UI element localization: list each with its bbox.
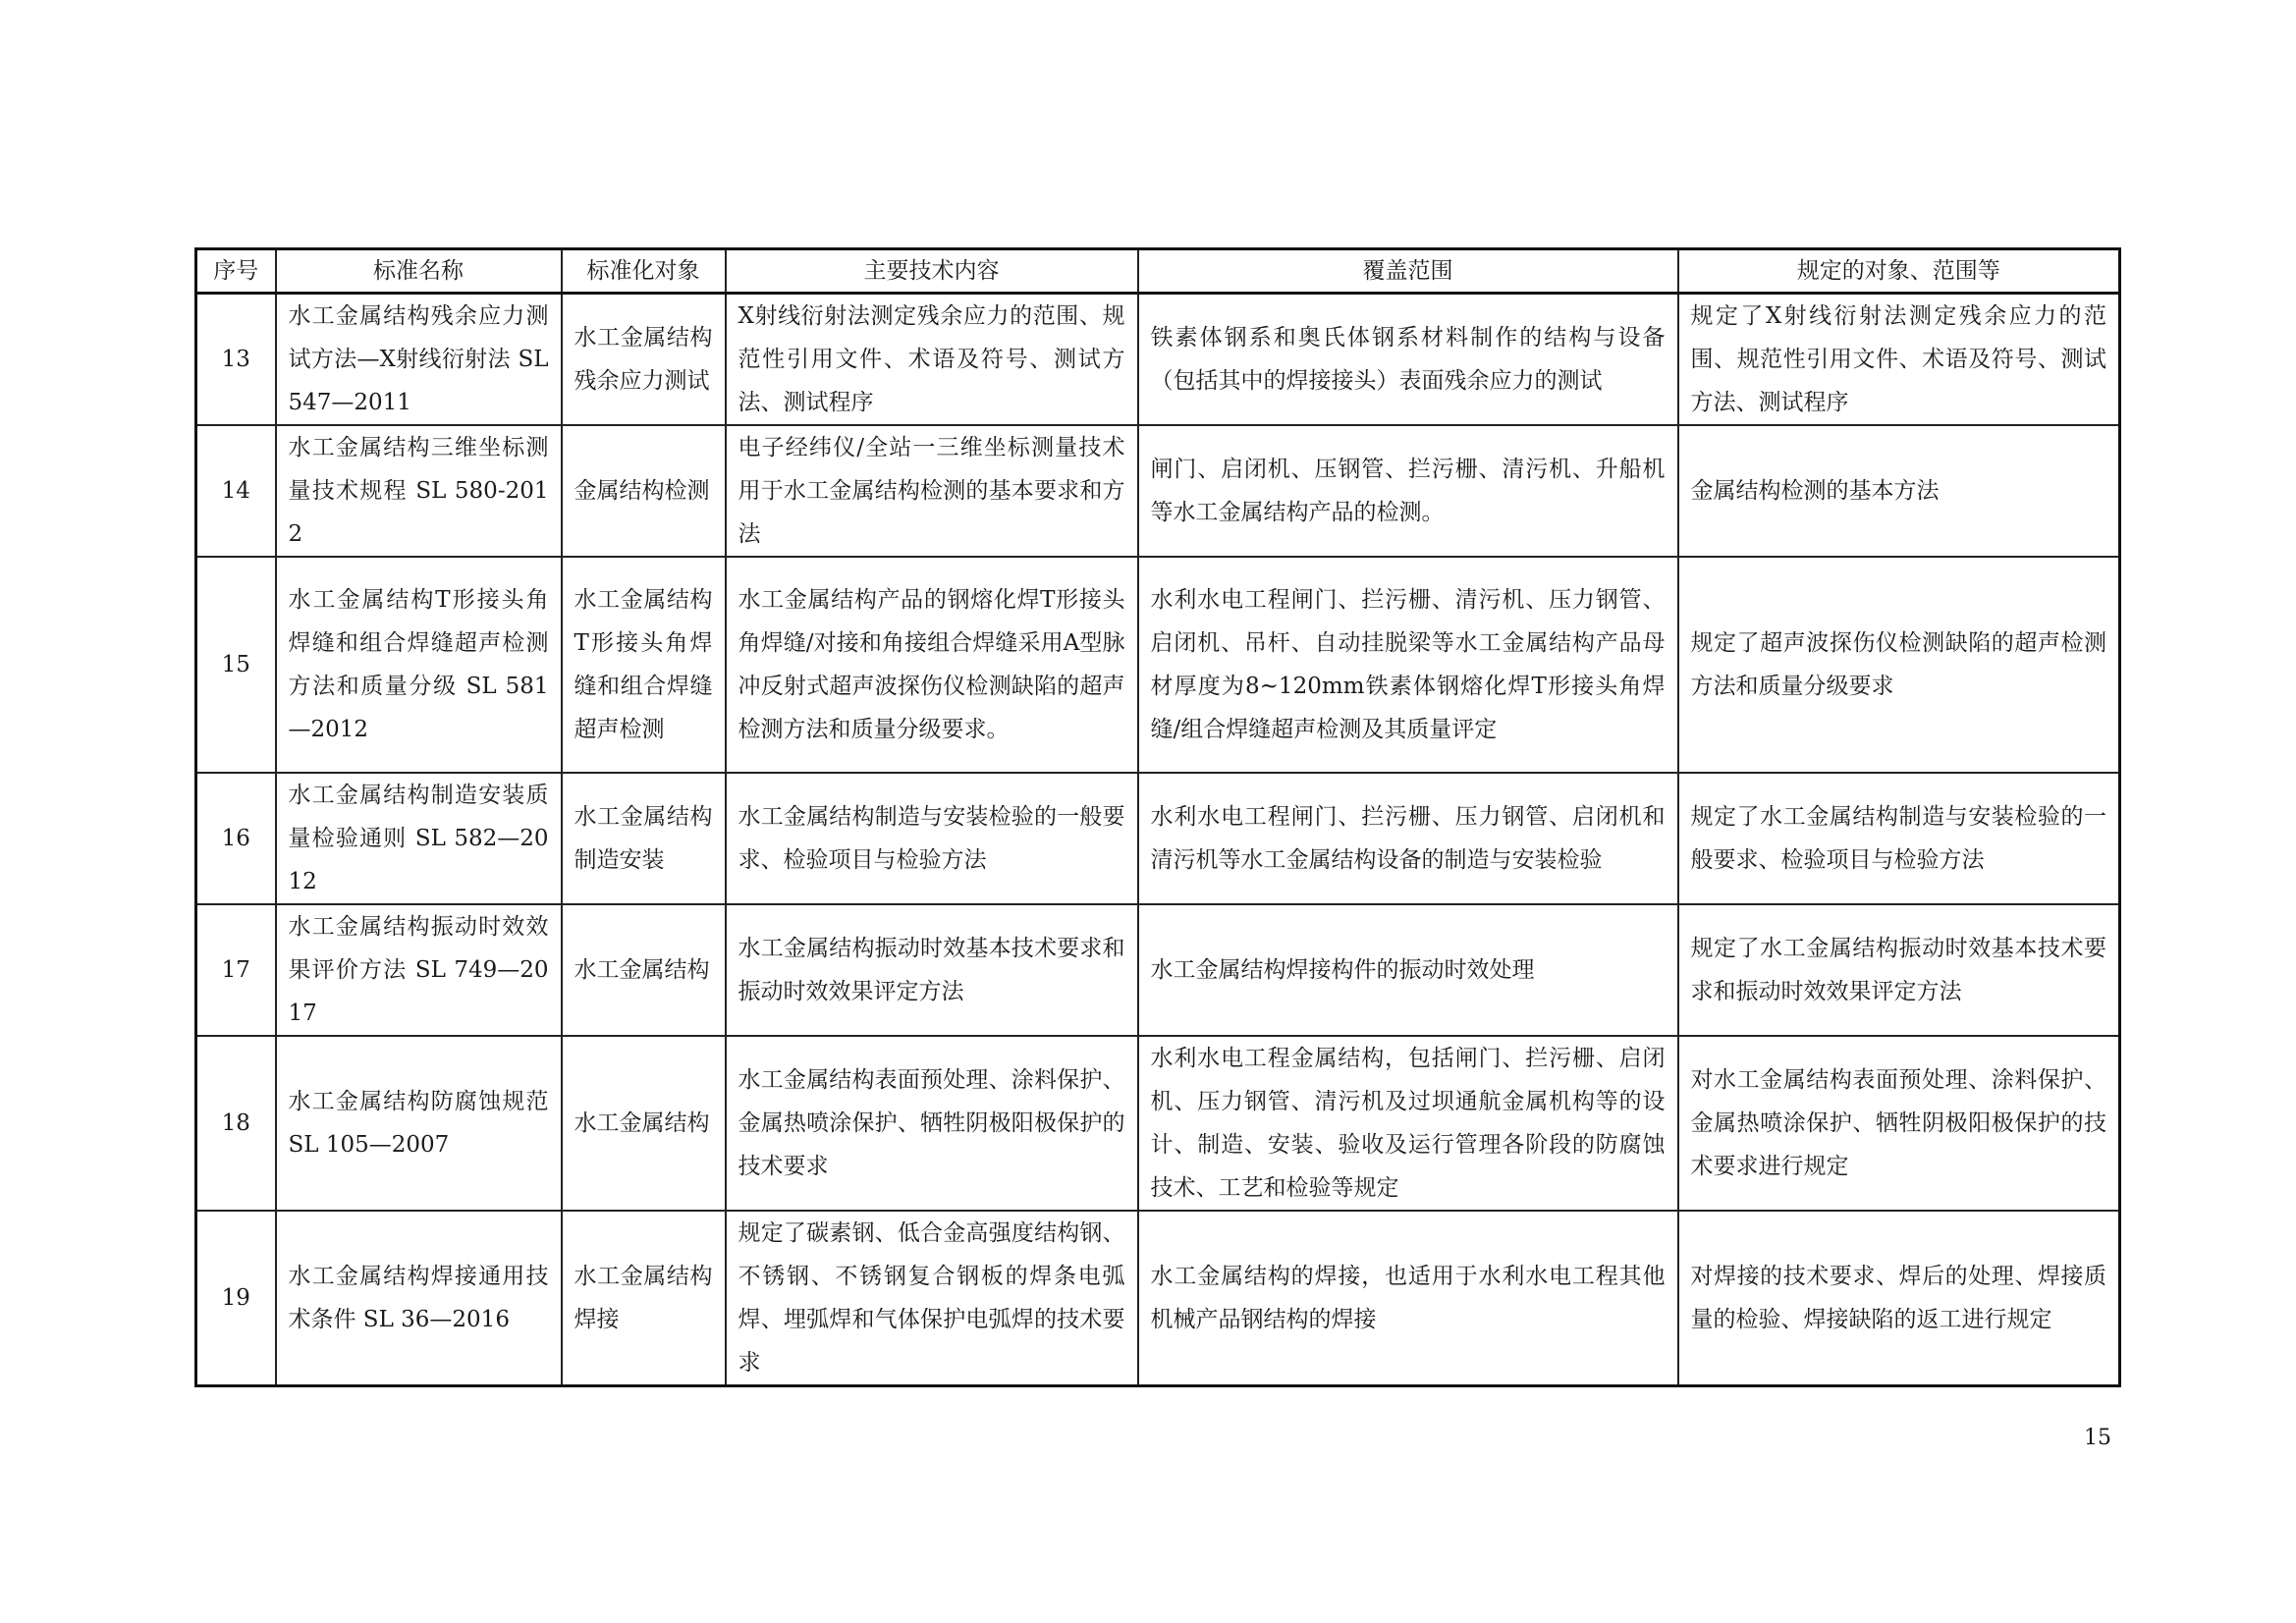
table-header-row [196, 249, 2120, 294]
cell-scope: 水利水电工程闸门、拦污栅、清污机、压力钢管、启闭机、吊杆、自动挂脱梁等水工金属结构产品母材厚度为8~120mm铁素体钢熔化焊T形接头角焊缝/组合焊缝超声检测及其质量评定 [1138, 557, 1678, 773]
cell-scope: 水利水电工程闸门、拦污栅、压力钢管、启闭机和清污机等水工金属结构设备的制造与安装检验 [1138, 773, 1678, 904]
cell-object: 水工金属结构 [562, 1036, 726, 1211]
cell-object: 水工金属结构制造安装 [562, 773, 726, 904]
cell-content: 规定了碳素钢、低合金高强度结构钢、不锈钢、不锈钢复合钢板的焊条电弧焊、埋弧焊和气体保护电弧焊的技术要求 [726, 1211, 1138, 1386]
cell-content: X射线衍射法测定残余应力的范围、规范性引用文件、术语及符号、测试方法、测试程序 [726, 294, 1138, 426]
cell-content: 电子经纬仪/全站一三维坐标测量技术用于水工金属结构检测的基本要求和方法 [726, 425, 1138, 557]
cell-standard-name: 水工金属结构残余应力测试方法—X射线衍射法 SL 547—2011 [276, 294, 562, 426]
cell-object: 水工金属结构T形接头角焊缝和组合焊缝超声检测 [562, 557, 726, 773]
table-row [196, 773, 2120, 904]
cell-no: 18 [196, 1036, 276, 1211]
cell-standard-name: 水工金属结构防腐蚀规范 SL 105—2007 [276, 1036, 562, 1211]
cell-standard-name: 水工金属结构振动时效效果评价方法 SL 749—2017 [276, 904, 562, 1036]
cell-standard-name: 水工金属结构三维坐标测量技术规程 SL 580-2012 [276, 425, 562, 557]
cell-scope: 水利水电工程金属结构，包括闸门、拦污栅、启闭机、压力钢管、清污机及过坝通航金属机构等的设计、制造、安装、验收及运行管理各阶段的防腐蚀技术、工艺和检验等规定 [1138, 1036, 1678, 1211]
cell-no: 13 [196, 294, 276, 426]
cell-content: 水工金属结构制造与安装检验的一般要求、检验项目与检验方法 [726, 773, 1138, 904]
cell-scope: 闸门、启闭机、压钢管、拦污栅、清污机、升船机等水工金属结构产品的检测。 [1138, 425, 1678, 557]
page-number: 15 [2084, 1426, 2111, 1450]
header-standardization-object: 标准化对象 [562, 249, 726, 294]
table-row [196, 425, 2120, 557]
cell-object: 金属结构检测 [562, 425, 726, 557]
cell-content: 水工金属结构表面预处理、涂料保护、金属热喷涂保护、牺牲阴极阳极保护的技术要求 [726, 1036, 1138, 1211]
header-coverage-scope: 覆盖范围 [1138, 249, 1678, 294]
cell-no: 16 [196, 773, 276, 904]
cell-provisions: 对水工金属结构表面预处理、涂料保护、金属热喷涂保护、牺牲阴极阳极保护的技术要求进行规定 [1678, 1036, 2120, 1211]
cell-no: 17 [196, 904, 276, 1036]
cell-standard-name: 水工金属结构制造安装质量检验通则 SL 582—2012 [276, 773, 562, 904]
header-standard-name: 标准名称 [276, 249, 562, 294]
cell-provisions: 金属结构检测的基本方法 [1678, 425, 2120, 557]
cell-no: 15 [196, 557, 276, 773]
cell-provisions: 对焊接的技术要求、焊后的处理、焊接质量的检验、焊接缺陷的返工进行规定 [1678, 1211, 2120, 1386]
cell-scope: 铁素体钢系和奥氏体钢系材料制作的结构与设备（包括其中的焊接接头）表面残余应力的测试 [1138, 294, 1678, 426]
cell-provisions: 规定了水工金属结构制造与安装检验的一般要求、检验项目与检验方法 [1678, 773, 2120, 904]
cell-provisions: 规定了X射线衍射法测定残余应力的范围、规范性引用文件、术语及符号、测试方法、测试程序 [1678, 294, 2120, 426]
cell-object: 水工金属结构焊接 [562, 1211, 726, 1386]
cell-object: 水工金属结构残余应力测试 [562, 294, 726, 426]
header-provisions: 规定的对象、范围等 [1678, 249, 2120, 294]
cell-content: 水工金属结构产品的钢熔化焊T形接头角焊缝/对接和角接组合焊缝采用A型脉冲反射式超声波探伤仪检测缺陷的超声检测方法和质量分级要求。 [726, 557, 1138, 773]
cell-content: 水工金属结构振动时效基本技术要求和振动时效效果评定方法 [726, 904, 1138, 1036]
cell-provisions: 规定了超声波探伤仪检测缺陷的超声检测方法和质量分级要求 [1678, 557, 2120, 773]
table-row [196, 1036, 2120, 1211]
cell-provisions: 规定了水工金属结构振动时效基本技术要求和振动时效效果评定方法 [1678, 904, 2120, 1036]
cell-standard-name: 水工金属结构焊接通用技术条件 SL 36—2016 [276, 1211, 562, 1386]
table-row [196, 904, 2120, 1036]
cell-object: 水工金属结构 [562, 904, 726, 1036]
table-row [196, 557, 2120, 773]
header-main-content: 主要技术内容 [726, 249, 1138, 294]
standards-table [194, 247, 2121, 1387]
cell-scope: 水工金属结构的焊接，也适用于水利水电工程其他机械产品钢结构的焊接 [1138, 1211, 1678, 1386]
cell-no: 14 [196, 425, 276, 557]
table-row [196, 294, 2120, 426]
table-row [196, 1211, 2120, 1386]
cell-scope: 水工金属结构焊接构件的振动时效处理 [1138, 904, 1678, 1036]
header-no: 序号 [196, 249, 276, 294]
cell-no: 19 [196, 1211, 276, 1386]
cell-standard-name: 水工金属结构T形接头角焊缝和组合焊缝超声检测方法和质量分级 SL 581—2012 [276, 557, 562, 773]
